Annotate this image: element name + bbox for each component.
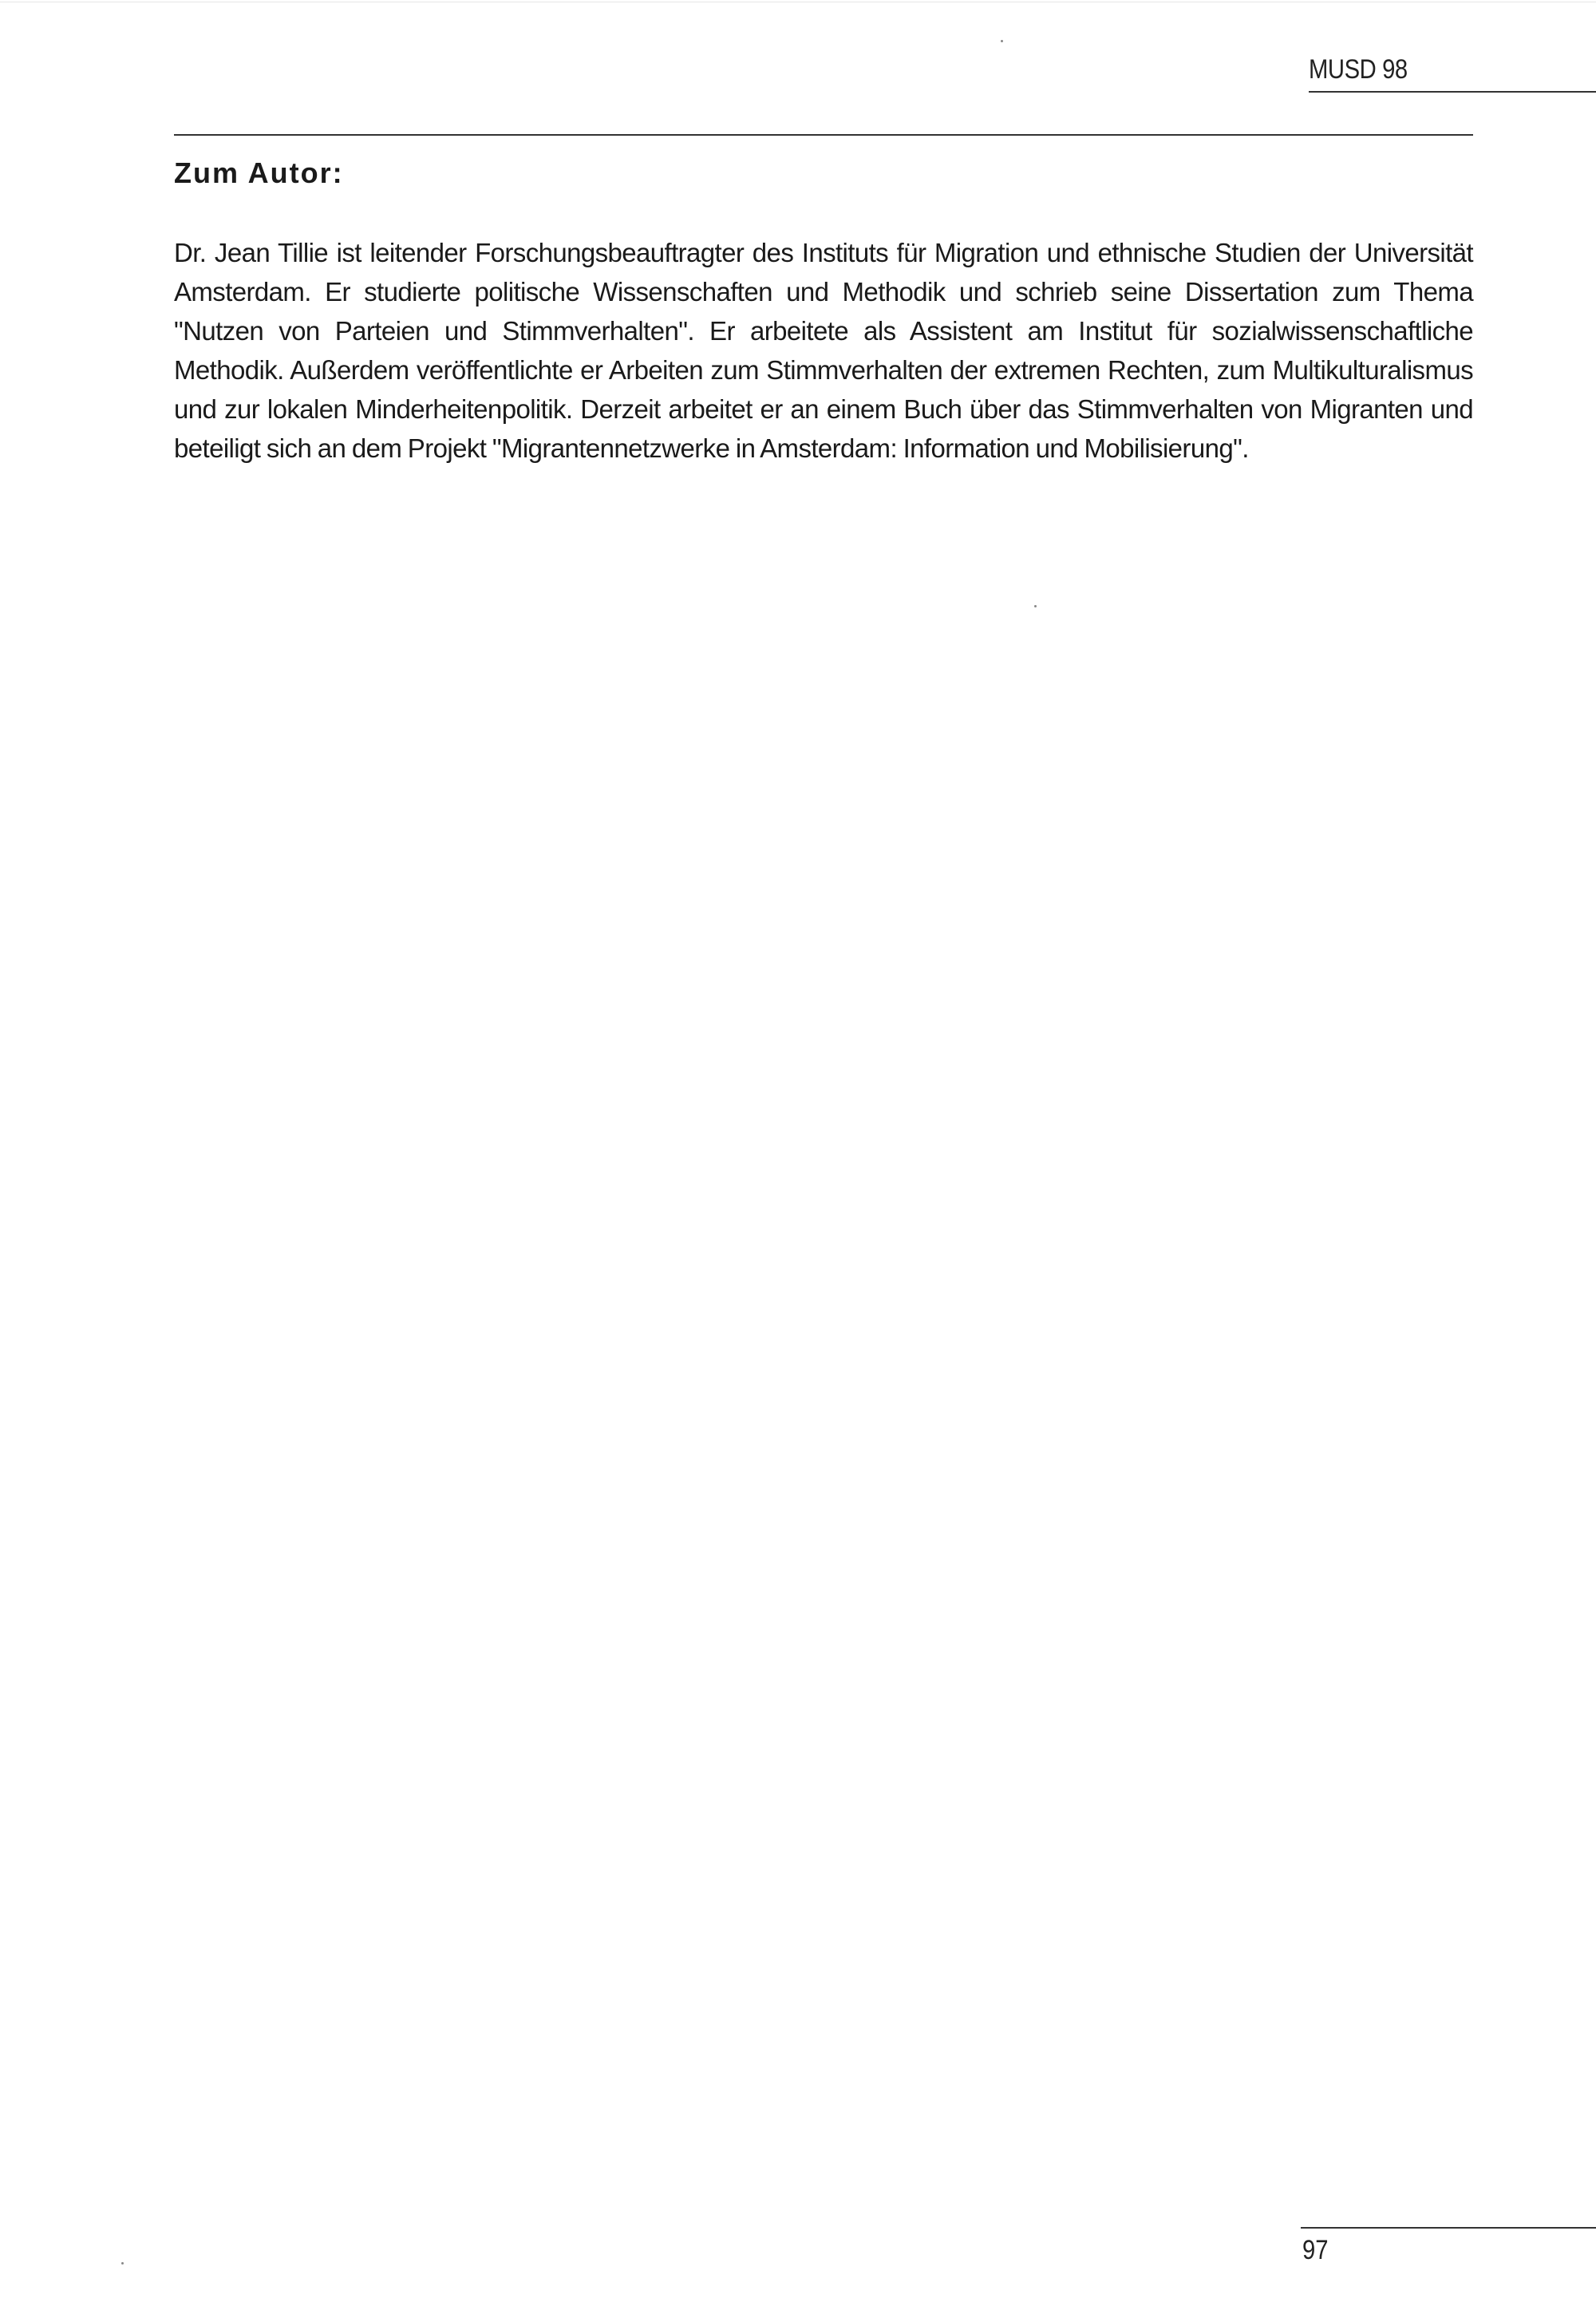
scan-speck [1034, 605, 1037, 607]
section-heading: Zum Autor: [174, 156, 344, 189]
footer-rule [1301, 2227, 1596, 2229]
page-number: 97 [1302, 2235, 1329, 2265]
header-rule [1309, 91, 1596, 93]
author-bio-paragraph: Dr. Jean Tillie ist leitender Forschungsbeauftragter des Instituts für Migration und ethnische Studien der Universität Amsterdam. Er studierte politische Wissenschaften und Methodik und schrieb seine Dissertation zum Thema "Nutzen von Parteien und Stimmverhalten". Er arbeitete als Assistent am Institut für sozialwissenschaftliche Methodik. Außerdem veröffentlichte er Arbeiten zum Stimmverhalten der extremen Rechten, zum Multikulturalismus und zur lokalen Minderheitenpolitik. Derzeit arbeitet er an einem Buch über das Stimmverhalten von Migranten und beteiligt sich an dem Projekt "Migrantennetzwerke in Amsterdam: Information und Mobilisierung". [174, 238, 1473, 463]
section-top-rule [174, 134, 1473, 136]
series-label: MUSD 98 [1309, 54, 1408, 85]
scan-speck [121, 2262, 124, 2265]
scan-speck [1001, 40, 1003, 42]
